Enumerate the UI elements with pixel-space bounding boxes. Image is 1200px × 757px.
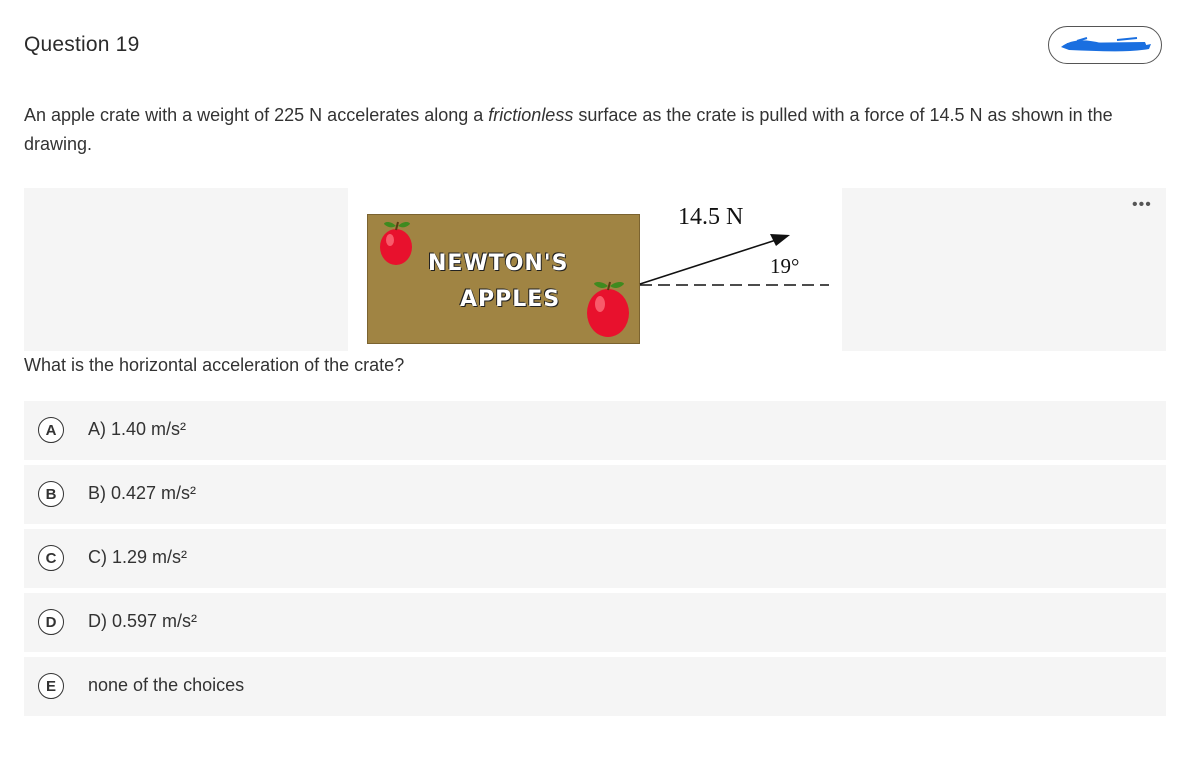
angle-label: 19° <box>770 254 800 278</box>
choice-text: none of the choices <box>88 675 245 695</box>
apple-icon <box>380 222 412 265</box>
force-vector-drawing <box>24 188 1166 351</box>
choice-d[interactable] <box>24 593 1166 652</box>
choice-a[interactable] <box>24 401 1166 460</box>
choice-letter-badge: E <box>38 673 64 699</box>
choice-letter-badge: C <box>38 545 64 571</box>
crate-label-line1: NEWTON'S <box>428 251 569 276</box>
question-title: Question 19 <box>24 33 140 56</box>
choice-text: D) 0.597 m/s² <box>88 611 198 631</box>
choice-letter-badge: B <box>38 481 64 507</box>
force-label: 14.5 N <box>678 204 744 230</box>
choice-text: A) 1.40 m/s² <box>88 419 187 439</box>
question-prompt: What is the horizontal acceleration of the crate? <box>24 355 405 375</box>
stem-emphasis: frictionless <box>488 105 574 125</box>
choice-letter-badge: D <box>38 609 64 635</box>
points-badge <box>1048 26 1162 64</box>
choice-e[interactable] <box>24 657 1166 716</box>
choice-letter-badge: A <box>38 417 64 443</box>
more-dots-icon[interactable]: ••• <box>1132 196 1152 213</box>
redaction-scribble <box>1057 35 1155 55</box>
choice-c[interactable] <box>24 529 1166 588</box>
apple-icon <box>587 282 629 337</box>
question-stem <box>24 101 1174 159</box>
crate-label-line2: APPLES <box>460 287 561 312</box>
crate-diagram <box>24 188 1166 351</box>
force-vector-line <box>640 240 776 284</box>
arrow-head-icon <box>770 234 790 246</box>
choice-b[interactable] <box>24 465 1166 524</box>
stem-text-end: surface as the crate is pulled with a force of 14.5 N as shown in the drawing. <box>24 105 1113 154</box>
choice-text: C) 1.29 m/s² <box>88 547 188 567</box>
choice-text: B) 0.427 m/s² <box>88 483 197 503</box>
answer-choices <box>24 401 1166 721</box>
stem-text-start: An apple crate with a weight of 225 N accelerates along a <box>24 105 489 125</box>
